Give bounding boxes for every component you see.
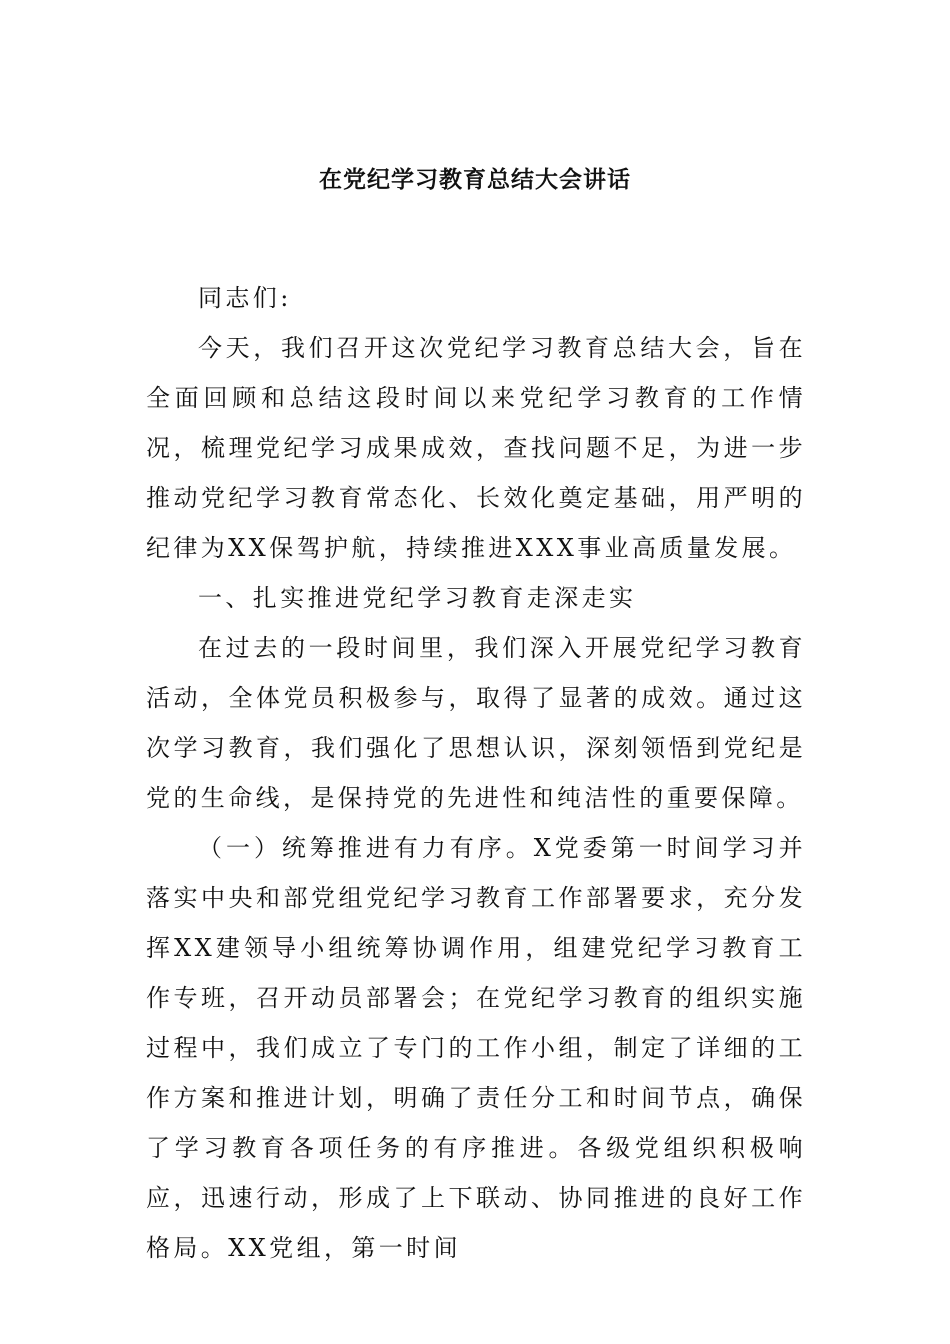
opening-paragraph: 今天，我们召开这次党纪学习教育总结大会，旨在全面回顾和总结这段时间以来党纪学习教育的工作情况，梳理党纪学习成果成效，查找问题不足，为进一步推动党纪学习教育常态化、长效化奠定基础，用严明的纪律为XX保驾护航，持续推进XXX事业高质量发展。 [146,334,806,562]
subsection-1-paragraph: （一）统筹推进有力有序。X党委第一时间学习并落实中央和部党组党纪学习教育工作部署要求，充分发挥XX建领导小组统筹协调作用，组建党纪学习教育工作专班，召开动员部署会；在党纪学习教育的组织实施过程中，我们成立了专门的工作小组，制定了详细的工作方案和推进计划，明确了责任分工和时间节点，确保了学习教育各项任务的有序推进。各级党组织积极响应，迅速行动，形成了上下联动、协同推进的良好工作格局。XX党组，第一时间 [146,834,806,1262]
section-1-paragraph: 在过去的一段时间里，我们深入开展党纪学习教育活动，全体党员积极参与，取得了显著的成效。通过这次学习教育，我们强化了思想认识，深刻领悟到党纪是党的生命线，是保持党的先进性和纯洁性的重要保障。 [146,634,806,812]
document-title: 在党纪学习教育总结大会讲话 [319,166,631,193]
document-body [146,273,806,1273]
salutation: 同志们: [198,284,292,312]
section-heading-1: 一、扎实推进党纪学习教育走深走实 [198,584,637,612]
